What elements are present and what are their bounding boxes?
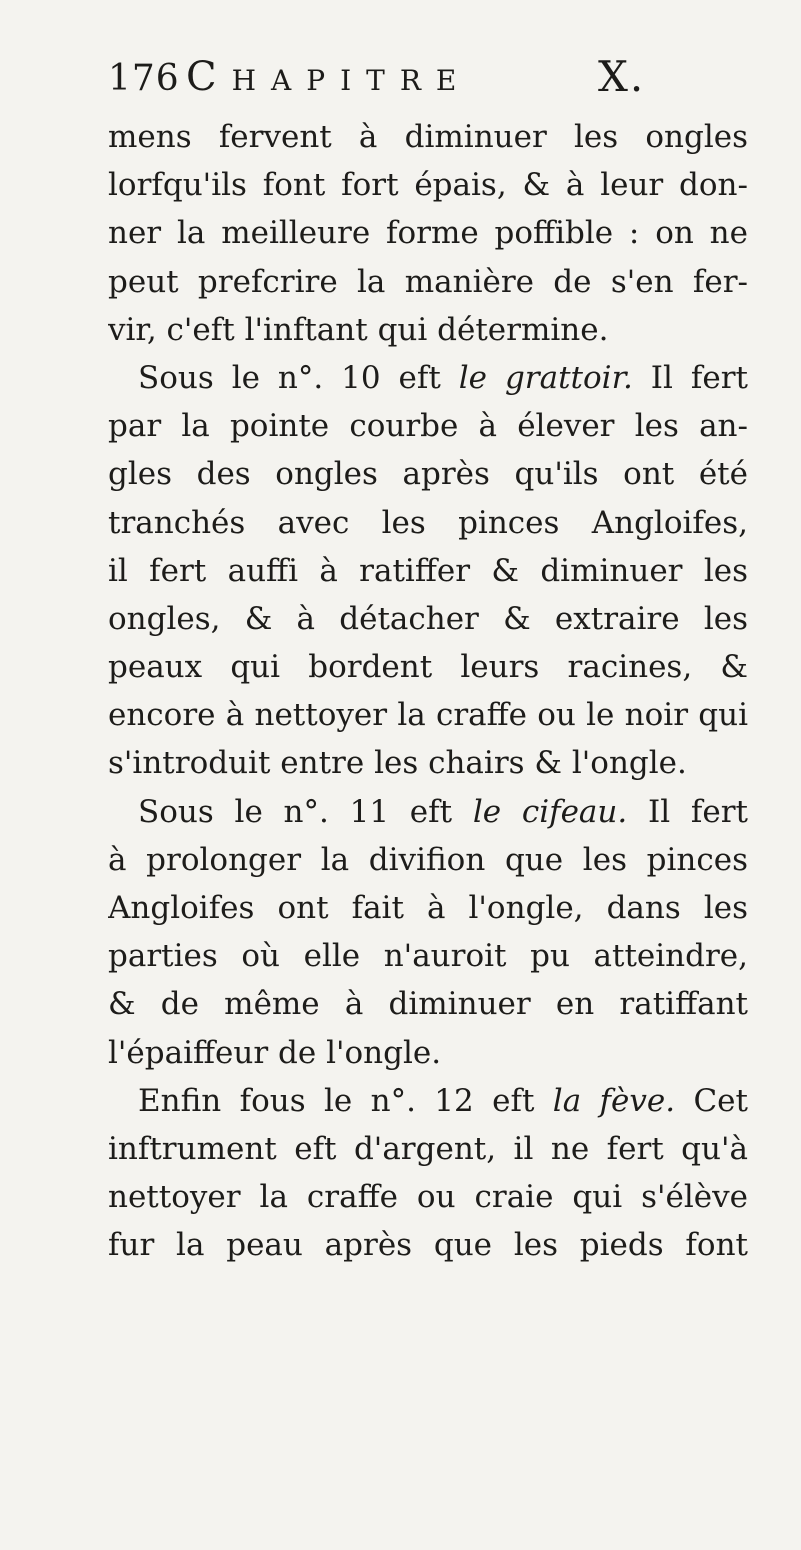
- page-number: 176: [108, 58, 180, 99]
- italic-term: la fève.: [552, 1082, 676, 1119]
- text-line: [108, 402, 748, 450]
- text-run: ner la meilleure forme poffible : on ne: [108, 215, 748, 252]
- text-run: Sous le n°. 11 eft: [138, 793, 473, 830]
- page-header: [108, 50, 748, 110]
- text-line: [108, 595, 748, 643]
- text-run: nettoyer la craffe ou craie qui s'élève: [108, 1179, 748, 1216]
- text-line: [108, 1125, 748, 1173]
- text-line: [108, 1077, 748, 1125]
- text-line: [108, 161, 748, 209]
- text-run: par la pointe courbe à élever les an-: [108, 408, 748, 445]
- text-run: vir, c'eft l'inftant qui détermine.: [108, 311, 609, 348]
- text-line: [108, 980, 748, 1028]
- text-run: gles des ongles après qu'ils ont été: [108, 456, 748, 493]
- text-line: [108, 932, 748, 980]
- text-line: [108, 113, 748, 161]
- text-run: à prolonger la divifion que les pinces: [108, 841, 748, 878]
- running-title: Chapitre: [186, 54, 472, 100]
- text-line: [108, 258, 748, 306]
- body-text: [108, 113, 748, 1270]
- italic-term: le cifeau.: [472, 793, 628, 830]
- text-run: parties où elle n'auroit pu atteindre,: [108, 938, 748, 975]
- text-run: il fert auffi à ratiffer & diminuer les: [108, 552, 748, 589]
- text-run: Il fert: [627, 793, 748, 830]
- text-line: [108, 1029, 748, 1077]
- text-run: peaux qui bordent leurs racines, &: [108, 649, 748, 686]
- text-line: [108, 884, 748, 932]
- text-line: [108, 499, 748, 547]
- text-run: mens fervent à diminuer les ongles: [108, 119, 748, 155]
- text-run: Il fert: [632, 359, 748, 396]
- text-line: [108, 643, 748, 691]
- text-run: tranchés avec les pinces Angloifes,: [108, 504, 748, 541]
- chapter-number: X.: [598, 52, 646, 101]
- text-run: peut prefcrire la manière de s'en fer-: [108, 263, 748, 300]
- text-line: [108, 306, 748, 354]
- text-line: [108, 739, 748, 787]
- text-run: ongles, & à détacher & extraire les: [108, 600, 748, 637]
- text-run: Sous le n°. 10 eft: [138, 359, 459, 396]
- text-line: [108, 547, 748, 595]
- text-run: lorfqu'ils font fort épais, & à leur don-: [108, 167, 748, 204]
- text-line: [108, 209, 748, 257]
- text-line: [108, 788, 748, 836]
- text-run: Cet: [675, 1082, 748, 1119]
- text-run: inftrument eft d'argent, il ne fert qu'à: [108, 1130, 748, 1167]
- text-line: [108, 1173, 748, 1221]
- text-run: fur la peau après que les pieds font: [108, 1227, 748, 1264]
- text-run: Angloifes ont fait à l'ongle, dans les: [108, 890, 748, 926]
- text-run: s'introduit entre les chairs & l'ongle.: [108, 745, 687, 782]
- text-line: [108, 691, 748, 739]
- text-line: [108, 450, 748, 498]
- text-line: [108, 354, 748, 402]
- text-line: [108, 1221, 748, 1269]
- text-run: l'épaiffeur de l'ongle.: [108, 1034, 442, 1071]
- text-run: & de même à diminuer en ratiffant: [108, 986, 748, 1023]
- text-run: encore à nettoyer la craffe ou le noir qui: [108, 697, 748, 734]
- text-line: [108, 836, 748, 884]
- italic-term: le grattoir.: [458, 359, 633, 396]
- text-run: Enfin fous le n°. 12 eft: [138, 1082, 553, 1119]
